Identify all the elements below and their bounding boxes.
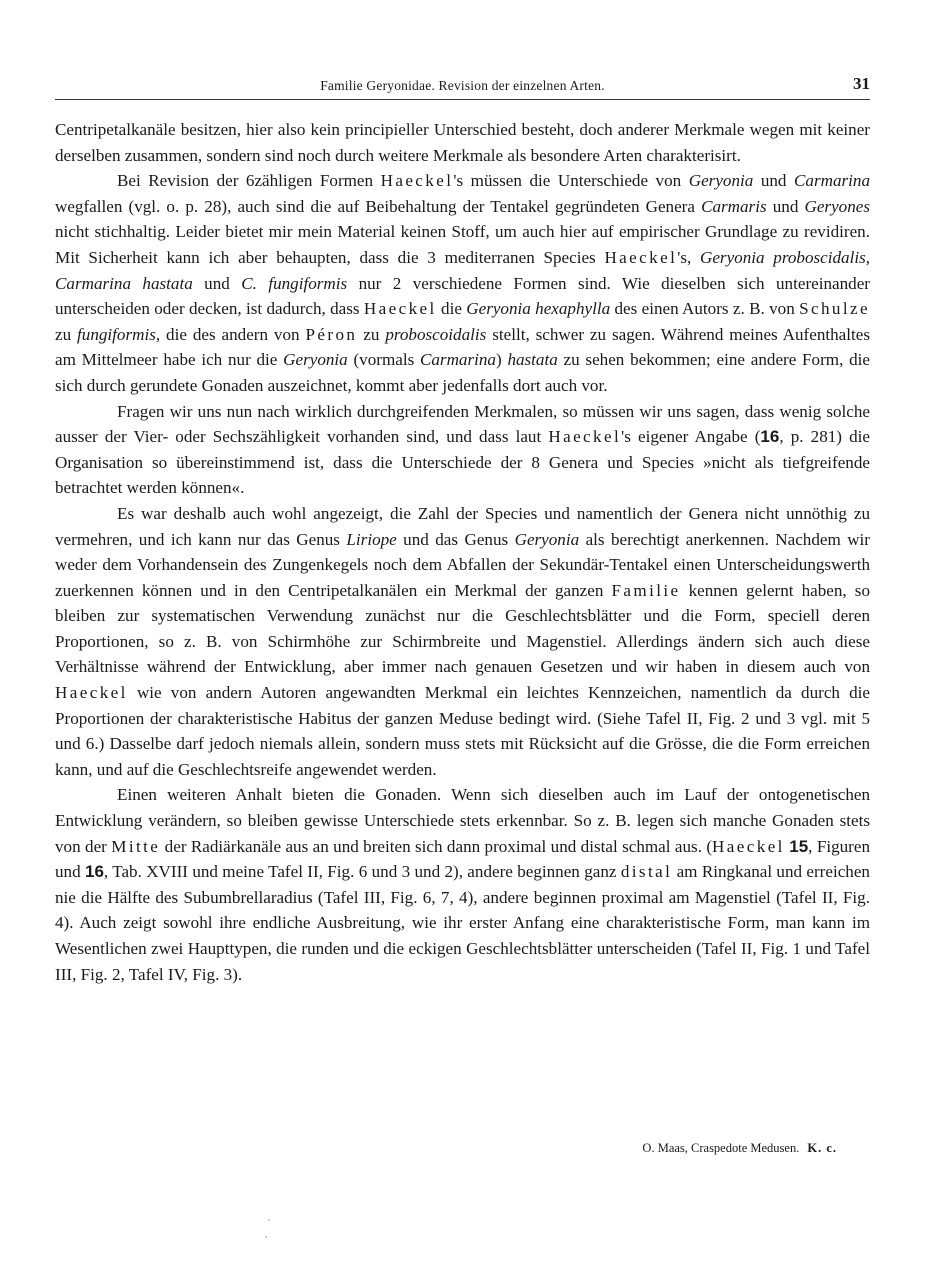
author-name: Haeckel bbox=[604, 247, 678, 267]
reference-number: 15 bbox=[789, 836, 809, 856]
author-name: Péron bbox=[305, 324, 358, 344]
taxon-name: C. fungiformis bbox=[241, 273, 348, 293]
author-name: Haeckel bbox=[380, 171, 454, 191]
text-span: und das Genus bbox=[396, 529, 515, 549]
running-head bbox=[55, 76, 870, 98]
signature-text: O. Maas, Craspedote Medusen. bbox=[642, 1141, 800, 1155]
text-span: 's, bbox=[677, 247, 700, 267]
text-span: als berechtigt anerkennen. Nachdem wir weder dem Vorhandensein des Zungenkegels noch dem Abfallen der Sekundär-Tentakel einen Unterscheidungswerth zuerkennen können und in den Centripetalkanälen ein Merkmal der ganzen bbox=[55, 529, 870, 600]
body-text bbox=[55, 117, 870, 987]
text-span: und bbox=[766, 196, 805, 216]
text-span: Es war deshalb auch wohl angezeigt, die Zahl der Species und namentlich der Genera nicht unnöthig zu vermehren, und ich kann nur das Genus bbox=[55, 503, 870, 549]
text-span: wie von andern Autoren angewandten Merkmal ein leichtes Kennzeichen, namentlich da durch die Proportionen der charakteristische Habitus der ganzen Meduse bedingt wird. (Siehe Tafel II, Fig. 2 und 3 vgl. mit 5 und 6.) Dasselbe darf jedoch niemals allein, sondern muss stets mit Rücksicht auf die Grösse, die die Form erreichen kann, und auf die Geschlechtsreife angewendet werden. bbox=[55, 683, 870, 779]
paragraph-3 bbox=[55, 399, 870, 501]
taxon-name: Geryones bbox=[804, 196, 870, 216]
paragraph-2 bbox=[55, 168, 870, 398]
emphasis-word: Mitte bbox=[111, 836, 161, 856]
text-span: der Radiärkanäle aus an und breiten sich dann proximal und distal schmal aus. ( bbox=[160, 836, 713, 856]
sheet-mark: K. c. bbox=[807, 1141, 837, 1155]
paragraph-1: Centripetalkanäle besitzen, hier also kein principieller Unterschied besteht, doch anderer Merkmale wegen mit keiner derselben zusammen, sondern sind noch durch weitere Merkmale als besondere Arten charakterisirt. bbox=[55, 120, 870, 165]
author-name: Schulze bbox=[799, 299, 870, 319]
text-span: Bei Revision der 6zähligen Formen bbox=[117, 171, 381, 191]
taxon-name: fungiformis, bbox=[77, 324, 161, 344]
text-span: die bbox=[436, 299, 467, 319]
text-span: zu bbox=[55, 324, 78, 344]
scan-speck bbox=[268, 1219, 270, 1221]
taxon-name: Geryonia bbox=[514, 529, 580, 549]
text-span: wegfallen (vgl. o. p. 28), auch sind die auf Beibehaltung der Tentakel gegründeten Genera bbox=[55, 196, 702, 216]
text-span: 's eigener Angabe ( bbox=[621, 427, 761, 447]
text-span: zu bbox=[357, 324, 386, 344]
text-span: stellt, schwer zu sagen. Während meines Aufenthaltes am Mittelmeer habe ich nur die bbox=[55, 324, 871, 370]
text-span: , Figuren und bbox=[55, 836, 870, 882]
text-span: Einen weiteren Anhalt bieten die Gonaden. Wenn sich dieselben auch im Lauf der ontogenetischen Entwicklung verändern, so bleiben gewisse Unterschiede stets erkennbar. So z. B. legen sich manche Gonaden stets von der bbox=[55, 785, 870, 856]
emphasis-word: Familie bbox=[611, 580, 681, 600]
author-name: Haeckel bbox=[712, 836, 785, 856]
taxon-name: Geryonia proboscidalis, Carmarina hastata bbox=[55, 247, 870, 293]
reference-number: 16 bbox=[84, 862, 104, 882]
text-span: am Ringkanal und erreichen nie die Hälfte des Subumbrellaradius (Tafel III, Fig. 6, 7, 4), andere beginnen proximal am Magenstiel (Tafel II, Fig. 4). Auch zeigt sowohl ihre endliche Ausbreitung, wie ihr erster Anfang eine charakteristische Form, man kann im Wesentlichen zwei Haupttypen, die runden und die eckigen Geschlechtsblätter unterscheiden (Tafel II, Fig. 1 und Tafel III, Fig. 2, Tafel IV, Fig. 3). bbox=[55, 862, 870, 984]
text-span: nur 2 verschiedene Formen sind. Wie dieselben sich untereinander unterscheiden oder decken, ist dadurch, dass bbox=[55, 273, 870, 319]
running-title: Familie Geryonidae. Revision der einzelnen Arten. bbox=[320, 78, 605, 93]
taxon-name: hastata bbox=[507, 350, 558, 370]
taxon-name: Geryonia bbox=[688, 171, 754, 191]
scan-speck bbox=[265, 1236, 267, 1238]
taxon-name: Carmarina bbox=[794, 171, 870, 191]
taxon-name: Geryonia hexaphylla bbox=[466, 299, 611, 319]
text-span: und bbox=[192, 273, 242, 293]
text-span: 's müssen die Unterschiede von bbox=[453, 171, 689, 191]
emphasis-word: distal bbox=[620, 862, 673, 882]
taxon-name: Liriope bbox=[346, 529, 397, 549]
footer-signature bbox=[642, 1141, 837, 1156]
text-span: , p. 281) die Organisation so übereinstimmend ist, dass die Unterschiede der 8 Genera und Species »nicht als tiefgreifende betrachtet werden können«. bbox=[55, 427, 870, 498]
reference-number: 16 bbox=[760, 427, 780, 447]
page-number: 31 bbox=[853, 74, 870, 93]
text-span: und bbox=[753, 171, 794, 191]
text-span: Fragen wir uns nun nach wirklich durchgreifenden Merkmalen, so müssen wir uns sagen, dass wenig solche ausser der Vier- oder Sechszähligkeit vorhanden sind, und dass laut bbox=[55, 401, 870, 447]
author-name: Haeckel bbox=[363, 299, 437, 319]
taxon-name: Carmarina bbox=[419, 350, 496, 370]
text-span: kennen gelernt haben, so bleiben zur systematischen Verwendung zunächst nur die Geschlechtsblätter und die Form, speciell deren Proportionen, so z. B. von Schirmhöhe zur Schirmbreite und Magenstiel. Allerdings ändern sich auch diese Verhältnisse während der Entwicklung, aber immer nach genauen Gesetzen und wir haben in diesem auch von bbox=[55, 580, 870, 677]
text-span: des einen Autors z. B. von bbox=[610, 299, 800, 319]
text-span: nicht stichhaltig. Leider bietet mir mein Material keinen Stoff, um auch hier auf empirischer Grundlage zu revidiren. Mit Sicherheit kann ich aber behaupten, dass die 3 mediterranen Species bbox=[55, 222, 870, 267]
text-span: die des andern von bbox=[160, 324, 306, 344]
paragraph-4 bbox=[55, 501, 870, 783]
text-span: (vormals bbox=[347, 350, 420, 370]
taxon-name: proboscoidalis bbox=[385, 324, 487, 344]
text-span: , Tab. XVIII und meine Tafel II, Fig. 6 und 3 und 2), andere beginnen ganz bbox=[103, 862, 621, 882]
taxon-name: Carmaris bbox=[701, 196, 767, 216]
text-span: zu sehen bekommen; eine andere Form, die sich durch gerundete Gonaden auszeichnet, kommt aber jedenfalls dort auch vor. bbox=[55, 350, 871, 395]
taxon-name: Geryonia bbox=[283, 350, 348, 370]
text-span: ) bbox=[495, 350, 508, 370]
header-rule bbox=[55, 99, 870, 100]
paragraph-5 bbox=[55, 782, 870, 987]
author-name: Haeckel bbox=[548, 427, 622, 447]
author-name: Haeckel bbox=[55, 683, 128, 703]
